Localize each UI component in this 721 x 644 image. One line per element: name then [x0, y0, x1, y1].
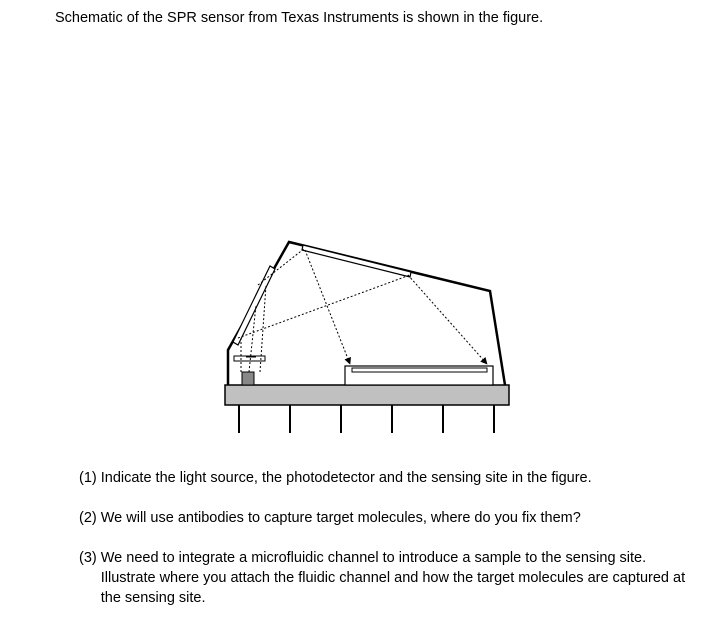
pins: [239, 405, 494, 433]
question-item: [79, 548, 699, 608]
left-mirror: [233, 266, 275, 345]
base-plate: [225, 385, 509, 405]
question-list: [79, 468, 699, 628]
question-number: (2): [79, 510, 97, 526]
sensing-film: [352, 368, 487, 372]
ray-mirror-to-sensor-1: [305, 250, 350, 364]
top-mirror: [302, 245, 411, 277]
question-text: We need to integrate a microfluidic channel to introduce a sample to the sensing site. Illustrate where you attach the fluidic channel and how the target molecules are captured at the sensing site.: [100, 550, 686, 606]
question-item: [79, 508, 699, 528]
question-number: (1): [79, 470, 97, 486]
question-item: [79, 468, 699, 488]
light-source-chip: [242, 372, 254, 385]
question-text: Indicate the light source, the photodetector and the sensing site in the figure.: [100, 470, 592, 486]
question-text: We will use antibodies to capture target molecules, where do you fix them?: [100, 510, 581, 526]
intro-text: Schematic of the SPR sensor from Texas Instruments is shown in the figure.: [55, 10, 544, 26]
question-number: (3): [79, 550, 97, 566]
